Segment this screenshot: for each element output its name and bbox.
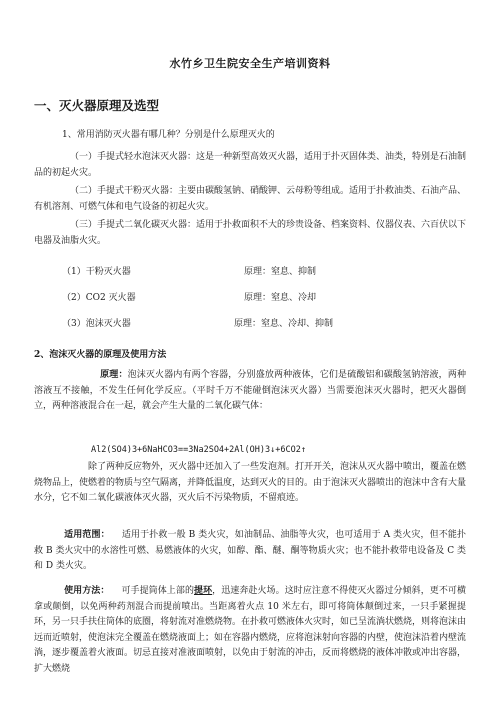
paragraph-foam [34, 150, 466, 181]
list-item-principle: 原理：窒息、抑制 [244, 267, 317, 277]
list-item-principle: 原理：窒息、冷却、抑制 [234, 319, 334, 329]
list-item-name: （1）干粉灭火器 [62, 267, 131, 277]
paragraph-after-formula [34, 460, 466, 507]
section-heading-2: 2、泡沫灭火器的原理及使用方法 [34, 350, 167, 360]
paragraph-usage [34, 584, 466, 677]
usage-label: 使用方法： [64, 586, 110, 596]
paragraph-powder [34, 184, 466, 215]
scope-label: 适用范围： [64, 530, 110, 540]
question-1: 1、常用消防灭火器有哪几种？分别是什么原理灭火的 [62, 130, 275, 140]
document-title: 水竹乡卫生院安全生产培训资料 [169, 57, 331, 70]
paragraph-scope [34, 528, 466, 575]
chemical-formula: Al2(SO4)3+6NaHCO3==3Na2SO4+2Al(OH)3↓+6CO2↑ [91, 445, 306, 455]
usage-underline-text: 提环 [194, 586, 213, 596]
principle-label: 原理： [100, 370, 128, 380]
paragraph-co2-text: （三）手提式二氧化碳灭火器：适用于扑救面积不大的珍贵设备、档案资料、仪器仪表、六百伏以下电器及油脂火灾。 [34, 220, 467, 246]
list-item-name: （2）CO2 灭火器 [62, 293, 136, 303]
section-heading-1: 一、灭火器原理及选型 [34, 98, 160, 113]
usage-text: ，迅速奔赴火场。这时应注意不得使灭火器过分倾斜，更不可横拿或颠倒，以免两种药剂混合而提前喷出。当距离着火点 10 米左右，即可将筒体颠倒过来，一只手紧握提环，另一只手扶住筒体的底圈，将射流对准燃烧物。在扑救可燃液体火灾时，如已呈流淌状燃烧，则将泡沫由远而近喷射，使泡沫完全覆盖在燃烧液面上；如在容器内燃烧，应将泡沫射向容器的内壁，使泡沫沿着内壁流淌，逐步覆盖着火液面。切忌直接对准液面喷射，以免由于射流的冲击，反而将燃烧的液体冲散或冲出容器，扩大燃烧 [34, 586, 467, 674]
scope-text: 适用于扑救一般 B 类火灾，如油制品、油脂等火灾，也可适用于 A 类火灾，但不能扑救 B 类火灾中的水溶性可燃、易燃液体的火灾，如醇、酯、醚、酮等物质火灾；也不能扑救带电设备及 C 类和 D 类火灾。 [34, 530, 466, 571]
after-formula-text: 除了两种反应物外，灭火器中还加入了一些发泡剂。打开开关，泡沫从灭火器中喷出，覆盖在燃烧物品上，使燃着的物质与空气隔离，并降低温度，达到灭火的目的。由于泡沫灭火器喷出的泡沫中含有大量水分，它不如二氧化碳液体灭火器，灭火后不污染物质，不留痕迹。 [34, 462, 467, 503]
paragraph-principle [34, 368, 466, 415]
paragraph-foam-text: （一）手提式轻水泡沫灭火器：这是一种新型高效灭火器，适用于扑灭固体类、油类，特别是石油制品的初起火灾。 [34, 152, 467, 178]
usage-pre-text: 可手提筒体上部的 [121, 586, 195, 596]
list-item-principle: 原理：窒息、冷却 [244, 293, 317, 303]
principle-text: 泡沫灭火器内有两个容器，分别盛放两种液体，它们是硫酸铝和碳酸氢钠溶液，两种溶液互不接触，不发生任何化学反应。（平时千万不能碰倒泡沫灭火器）当需要泡沫灭火器时，把灭火器倒立，两种溶液混合在一起，就会产生大量的二氧化碳气体： [34, 370, 466, 411]
paragraph-powder-text: （二）手提式干粉灭火器：主要由碳酸氢钠、硝酸钾、云母粉等组成。适用于扑救油类、石油产品、有机溶剂、可燃气体和电气设备的初起火灾。 [34, 186, 467, 212]
list-item-name: （3）泡沫灭火器 [62, 319, 131, 329]
paragraph-co2 [34, 218, 466, 249]
